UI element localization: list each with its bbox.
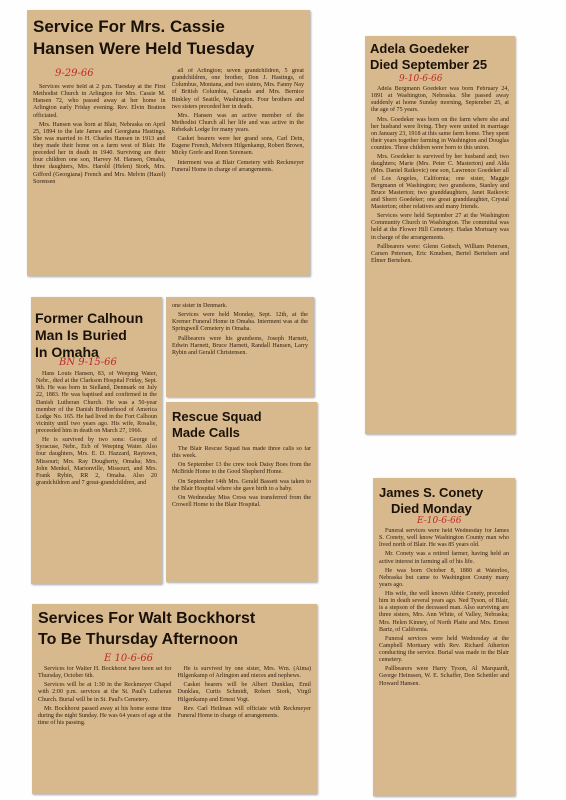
paragraph: Pallbearers were Harry Tyson, Al Marquardt, George Heinssen, W. E. Schaffer, Don Schettler and Howard Hansen. (379, 666, 509, 687)
paragraph: Mrs. Hansen was an active member of the Methodist Church all her life and was active in the Rebekah Lodge for many years. (171, 112, 304, 133)
headline-line-2: Died Monday (391, 501, 472, 516)
clipping-rescue-squad (166, 402, 317, 582)
headline-line-2: To Be Thursday Afternoon (38, 631, 238, 648)
headline-line-1: Former Calhoun (35, 310, 144, 326)
headline-line-2: Man Is Buried (35, 327, 127, 343)
paragraph: On September 13 the crew took Daisy Boes from the McBride Home to the Good Shepherd Home. (172, 462, 311, 476)
headline-line-1: Rescue Squad (172, 409, 262, 424)
article-column-1 (38, 666, 172, 790)
paragraph: On September 14th Mrs. Gerald Bassett was taken to the Blair Hospital where she gave birth to a baby. (172, 478, 311, 492)
paragraph: He is survived by two sons: George of Syracuse, Nebr., Ecb of Weeping Water. Also four daughters, Mrs. E. D. Hazzard, Raytown, Missouri; Mrs. Ray Dougherty, Omaha; Mrs. John Menkel, Marionville, Missouri, and Mrs. Frank Rybin, RR 2, Omaha. Also 20 grandchildren and 7 great-grandchildren, and (36, 437, 157, 486)
paragraph: His wife, the well known Abbie Conety, preceded him in death several years ago. Ned Tyson, of Blair, is a stepson of the deceased man. Also surviving are three sisters, Mrs. Ann White, of Valley, Nebraska; Mrs. Helen Kinney, of North Platte and Mrs. Ernest Bartz, of California. (379, 591, 509, 633)
paragraph: Mr. Bockhorst passed away at his home some time during the night Sunday. He was 64 years of age at the time of his passing. (38, 705, 172, 726)
handwritten-date: BN 9-15-66 (59, 357, 117, 368)
paragraph: The Blair Rescue Squad has made three calls so far this week. (172, 446, 311, 460)
paragraph: one sister in Denmark. (172, 303, 228, 309)
paragraph: Casket bearers will be Albert Dunklau, Emil Dunklau, Curtis Schmidt, Robert Stork, Virgil Hilgenkamp and Ernest Vogt. (177, 682, 311, 703)
clipping-cassie-hansen (27, 10, 310, 276)
paragraph: Adela Bergmann Goedeker was born February 24, 1891 at Washington, Nebraska. She passed away suddenly at home Sunday morning, September 25, at the age of 75 years. (371, 86, 509, 114)
article-column-1 (33, 84, 166, 272)
paragraph: Mrs. Hansen was born at Blair, Nebraska on April 25, 1894 to the late James and Georgiana Hastings. She was married to H. Charles Hansen in 1913 and they made their home on a farm west of Blair. He preceded her in death in 1940. Surviving are their four children one son, Harvey M. Hansen, Omaha, three daughters, Mrs. Harold (Helen) Stork, Mrs. Gifford (Georgiana) French and Mrs. Melvin (Hazel) Sorensen (33, 121, 166, 185)
headline-line-1: Services For Walt Bockhorst (38, 610, 256, 627)
paragraph: Mr. Conety was a retired farmer, having held an active interest in farming all of his life. (379, 551, 509, 565)
article-body (371, 86, 509, 430)
article-column-1 (36, 371, 157, 581)
clipping-hans-hansen (31, 297, 162, 584)
article-body (172, 446, 311, 580)
paragraph: Services were held Monday, Sept. 12th, at the Kremer Funeral Home in Omaha. Interment was at the Springwell Cemetery in Omaha. (172, 312, 308, 333)
paragraph: Funeral services were held Wednesday at the Campbell Mortuary with Rev. Richard Atherton conducting the service. Burial was made in the Blair cemetery. (379, 635, 509, 664)
article-column-2 (178, 666, 312, 790)
clipping-james-conety (373, 478, 515, 796)
handwritten-date: E-10-6-66 (417, 516, 462, 526)
paragraph: Services will be at 1:30 in the Reckmeyer Chapel with 2:00 p.m. services at the St. Paul's Lutheran Church. Burial will be in St. Paul's Cemetery. (38, 682, 172, 703)
paragraph: Services were held September 27 at the Washington Community Church in Washington. The committal was held at the Flower Hill Cemetery. Hadan Mortuary was in charge of the arrangements. (371, 213, 509, 241)
paragraph: Interment was at Blair Cemetery with Reckmeyer Funeral Home in charge of arrangements. (171, 159, 304, 173)
headline-line-1: James S. Conety (379, 485, 484, 500)
clipping-hans-hansen-continued (166, 297, 314, 397)
headline-line-1: Service For Mrs. Cassie (33, 17, 225, 36)
article-column-2 (172, 68, 305, 272)
paragraph: He is survived by one sister, Mrs. Wm. (Alma) Hilgenkamp of Arlington and nieces and nephews. (177, 666, 311, 680)
paragraph: Funeral services were held Wednesday for James S. Conety, well know Washington County man who lived north of Blair. He was 85 years old. (379, 528, 509, 549)
headline-line-1: Adela Goedeker (370, 41, 469, 56)
paragraph: Services were held at 2 p.m. Tuesday at the First Methodist Church in Arlington for Mrs. Cassie M. Hansen 72, who passed away at her home in Arlington early Friday evening. Rev. Elvin Bratton officiated. (33, 84, 166, 119)
paragraph: all of Arlington; seven grandchildren, 5 great grandchildren, one brother, Don J. Hastings, of Columbus, Montana, and two sisters, Mrs. Fanny Nay of British Columbia, Canada and Mrs. Bernice Binkley of Seattle, Washington. Four brothers and two sisters preceded her in death. (171, 68, 304, 110)
paragraph: Casket bearers were her grand sons, Carl Dein, Eugene French, Melvern Hilgenkamp, Robert Brown, Micky Grefe and Ronn Sorensen. (171, 136, 304, 157)
article-body (379, 528, 509, 792)
paragraph: Pallbearers were his grandsons, Joseph Harnett, Edwin Harnett, Bruce Harnett, Randall Hansen, Larry Rybin and Gerald Christensen. (172, 335, 308, 356)
paragraph: He was born October 8, 1880 at Waterloo, Nebraska but came to Washington County many years ago. (379, 567, 509, 588)
paragraph: Services for Walter H. Bockhorst have been set for Thursday, October 6th. (38, 666, 172, 680)
headline-line-2: Died September 25 (370, 57, 488, 72)
paragraph: Hans Louis Hansen, 83, of Weeping Water, Nebr., died at the Clarkson Hospital Friday, Sept. 9th. He was born in Sielland, Denmark on July 22, 1883. He was baptised and confirmed in the Danish Lutheran Church. He was a 50-year member of the Danish Brotherhood of America Lodge No. 165. He had lived in the Fort Calhoun vicinity until two years ago. His wife, Rosalie, preceeded him in death on March 27, 1966. (36, 371, 157, 434)
paragraph: Pallbearers were: Glenn Gottsch, William Petersen, Carsen Petersen, Eric Knudsen, Bertel Bertelsen and Elmer Bertelsen. (371, 243, 509, 264)
paragraph: Mrs. Goedeker was born on the farm where she and her husband were living. They were united in marriage on January 23, 1918 at this same farm home. They spent their years together farming in Washington and Douglas counties. Three children were born to this union. (371, 116, 509, 151)
handwritten-date: 9-29-66 (55, 68, 94, 79)
headline-line-3: In Omaha (35, 344, 99, 360)
article-column-2 (172, 303, 308, 393)
handwritten-date: 9-10-6-66 (399, 74, 443, 84)
paragraph: Rev. Carl Heilman will officiate with Reckmeyer Funeral Home in charge of arrangements. (177, 705, 311, 719)
paragraph: Mrs. Goedeker is survived by her husband and; two daughters; Marie (Mrs. Peter C. Masterton) and Alda (Mrs. Daniel Ratkovic) one son, Lawrence Goedeker all of Los Angeles, California; one sister, Maggie Bergmann of Washington; two grandsons, Stanley and Bruce Masterton; two granddaughters, Janet Ratkovic and Sherri Goedeker; one great granddaughter, Crystal Masterton; other relatives and many friends. (371, 154, 509, 210)
paragraph: On Wednesday Miss Cross was transferred from the Crowell Home to the Blair Hospital. (172, 494, 311, 508)
headline-line-2: Made Calls (172, 425, 240, 440)
clipping-walt-bockhorst (32, 604, 317, 794)
clipping-adela-goedeker (365, 36, 515, 434)
handwritten-date: E 10-6-66 (104, 653, 154, 664)
headline-line-2: Hansen Were Held Tuesday (33, 39, 255, 58)
